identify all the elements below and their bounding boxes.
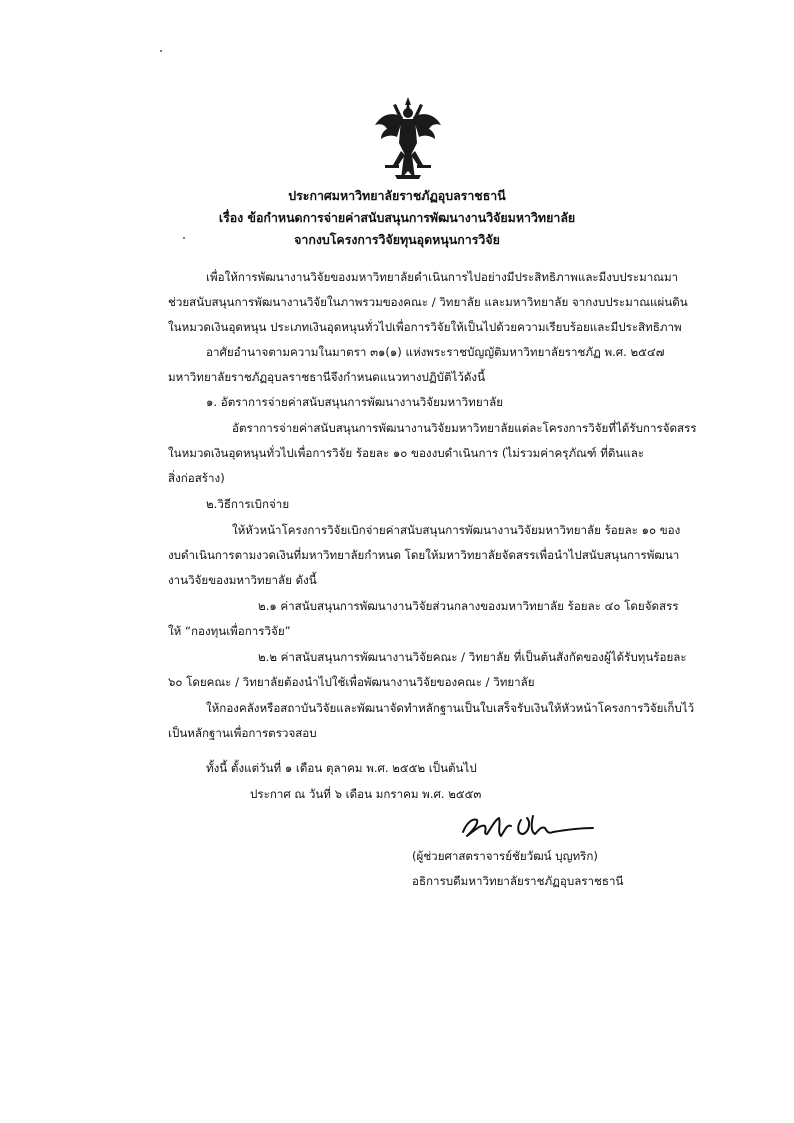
intro-paragraph-line-1: เพื่อให้การพัฒนางานวิจัยของมหาวิทยาลัยดำเนินการไปอย่างมีประสิทธิภาพและมีงบประมาณมา xyxy=(206,270,679,284)
intro-paragraph-line-2: ช่วยสนับสนุนการพัฒนางานวิจัยในภาพรวมของคณะ / วิทยาลัย และมหาวิทยาลัย จากงบประมาณแผ่นดิน xyxy=(168,295,688,309)
section-2-line-3: งานวิจัยของมหาวิทยาลัย ดังนี้ xyxy=(168,573,317,587)
section-2-title: ๒.วิธีการเบิกจ่าย xyxy=(206,497,290,511)
announcement-date: ประกาศ ณ วันที่ ๖ เดือน มกราคม พ.ศ. ๒๕๕๓ xyxy=(250,787,482,801)
authority-line-2: มหาวิทยาลัยราชภัฏอุบลราชธานีจึงกำหนดแนวทางปฏิบัติไว้ดังนี้ xyxy=(168,370,486,384)
section-1-line-2: ในหมวดเงินอุดหนุนทั่วไปเพื่อการวิจัย ร้อยละ ๑๐ ของงบดำเนินการ (ไม่รวมค่าครุภัณฑ์ ที่ดินและ xyxy=(168,446,645,460)
section-1-line-3: สิ่งก่อสร้าง) xyxy=(168,471,225,485)
authority-line-1: อาศัยอำนาจตามความในมาตรา ๓๑(๑) แห่งพระราชบัญญัติมหาวิทยาลัยราชภัฏ พ.ศ. ๒๕๔๗ xyxy=(206,345,665,359)
section-1-line-1: อัตราการจ่ายค่าสนับสนุนการพัฒนางานวิจัยมหาวิทยาลัยแต่ละโครงการวิจัยที่ได้รับการจัดสรร xyxy=(232,421,697,435)
section-1-title: ๑. อัตราการจ่ายค่าสนับสนุนการพัฒนางานวิจัยมหาวิทยาลัย xyxy=(206,395,504,409)
signature-graphic xyxy=(457,806,597,846)
section-2-line-2: งบดำเนินการตามงวดเงินที่มหาวิทยาลัยกำหนด โดยให้มหาวิทยาลัยจัดสรรเพื่อนำไปสนับสนุนการพัฒนา xyxy=(168,548,680,562)
section-2-2-line-1: ๒.๒ ค่าสนับสนุนการพัฒนางานวิจัยคณะ / วิทยาลัย ที่เป็นต้นสังกัดของผู้ได้รับทุนร้อยละ xyxy=(258,650,687,664)
section-2-1-line-1: ๒.๑ ค่าสนับสนุนการพัฒนางานวิจัยส่วนกลางของมหาวิทยาลัย ร้อยละ ๔๐ โดยจัดสรร xyxy=(258,599,679,613)
section-2-line-1: ให้หัวหน้าโครงการวิจัยเบิกจ่ายค่าสนับสนุนการพัฒนางานวิจัยมหาวิทยาลัย ร้อยละ ๑๐ ของ xyxy=(232,523,681,537)
finance-line-2: เป็นหลักฐานเพื่อการตรวจสอบ xyxy=(168,726,317,740)
garuda-emblem-icon xyxy=(371,95,445,185)
page-title: ประกาศมหาวิทยาลัยราชภัฏอุบลราชธานี xyxy=(288,188,506,203)
effective-date: ทั้งนี้ ตั้งแต่วันที่ ๑ เดือน ตุลาคม พ.ศ. ๒๕๕๒ เป็นต้นไป xyxy=(206,761,477,775)
subject-line: เรื่อง ข้อกำหนดการจ่ายค่าสนับสนุนการพัฒนางานวิจัยมหาวิทยาลัย xyxy=(218,210,576,225)
source-line: จากงบโครงการวิจัยทุนอุดหนุนการวิจัย xyxy=(294,232,500,247)
finance-line-1: ให้กองคลังหรือสถาบันวิจัยและพัฒนาจัดทำหลักฐานเป็นใบเสร็จรับเงินให้หัวหน้าโครงการวิจัยเก็บไว้ xyxy=(206,701,695,715)
scan-speck xyxy=(160,50,162,52)
signatory-name: (ผู้ช่วยศาสตราจารย์ชัยวัฒน์ บุญทริก) xyxy=(412,849,598,863)
signatory-position: อธิการบดีมหาวิทยาลัยราชภัฏอุบลราชธานี xyxy=(412,874,624,888)
section-2-2-line-2: ๖๐ โดยคณะ / วิทยาลัยต้องนำไปใช้เพื่อพัฒนางานวิจัยของคณะ / วิทยาลัย xyxy=(168,675,535,689)
section-2-1-line-2: ให้ “กองทุนเพื่อการวิจัย” xyxy=(168,624,291,638)
scan-speck xyxy=(183,237,185,239)
intro-paragraph-line-3: ในหมวดเงินอุดหนุน ประเภทเงินอุดหนุนทั่วไปเพื่อการวิจัยให้เป็นไปด้วยความเรียบร้อยและมีประสิทธิภาพ xyxy=(168,320,682,334)
